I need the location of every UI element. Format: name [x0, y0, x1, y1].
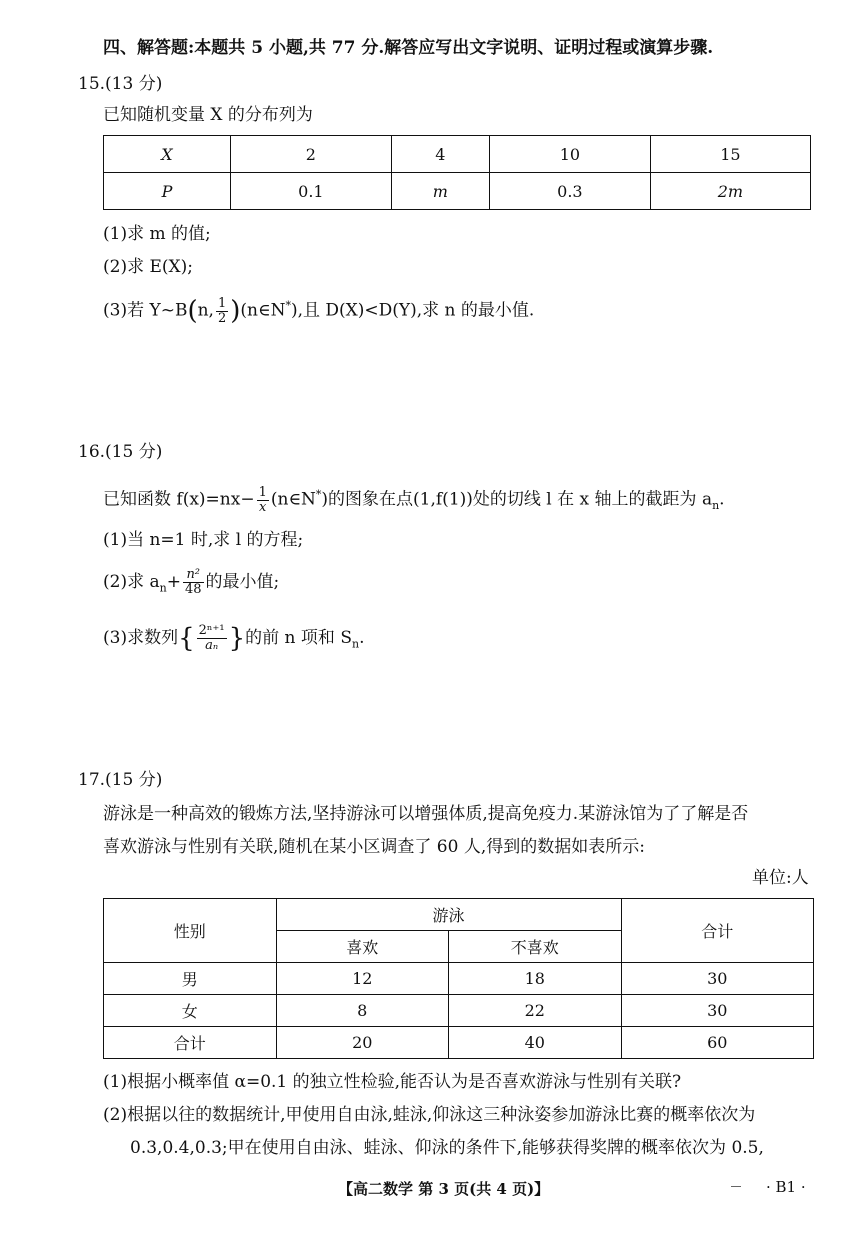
star-superscript: * [285, 299, 291, 312]
q17-cell: 12 [276, 963, 449, 995]
q17-cell: 30 [621, 995, 813, 1027]
q17-part2-line2: 0.3,0.4,0.3;甲在使用自由泳、蛙泳、仰泳的条件下,能够获得奖牌的概率依次为 0.5, [130, 1138, 764, 1158]
q17-contingency-table [103, 898, 814, 1059]
q17-header-swim: 游泳 [276, 899, 621, 931]
q15-row-p [104, 173, 811, 210]
q15-cell: 10 [490, 136, 651, 173]
right-brace: } [228, 623, 246, 654]
q17-header-row [104, 899, 814, 931]
q15-distribution-table [103, 135, 811, 210]
q17-intro-line1: 游泳是一种高效的锻炼方法,坚持游泳可以增强体质,提高免疫力.某游泳馆为了了解是否 [103, 804, 749, 824]
q15-cell: 2m [650, 173, 810, 210]
fraction-numerator: 2ⁿ⁺¹ [198, 623, 225, 638]
subscript: n [351, 637, 360, 651]
plus-sign: + [166, 572, 181, 592]
q15-cell: 2 [231, 136, 392, 173]
q17-cell: 20 [276, 1027, 449, 1059]
q17-header-total: 合计 [621, 899, 813, 963]
q16-part2-fraction [183, 568, 204, 597]
q17-cell: 女 [104, 995, 277, 1027]
q16-part2-text: (2)求 a [103, 572, 160, 592]
q16-intro-text: 已知函数 f(x)=nx− [103, 489, 255, 510]
q15-cell: 4 [391, 136, 489, 173]
fraction-numerator: 1 [217, 295, 227, 311]
footer-dash [731, 1186, 741, 1187]
q17-part2-line1: (2)根据以往的数据统计,甲使用自由泳,蛙泳,仰泳这三种泳姿参加游泳比赛的概率依次为 [103, 1105, 756, 1125]
right-paren: ) [230, 296, 241, 327]
q16-part3-text: 的前 n 项和 S [245, 628, 352, 648]
q17-header-gender: 性别 [104, 899, 277, 963]
section-heading: 四、解答题:本题共 5 小题,共 77 分.解答应写出文字说明、证明过程或演算步骤. [103, 38, 714, 58]
q16-part2 [103, 568, 279, 600]
q15-cell: 0.3 [490, 173, 651, 210]
q15-part1: (1)求 m 的值; [103, 224, 211, 244]
q15-part3-text: (n∈N [240, 300, 286, 321]
q15-part3-n: n, [197, 300, 214, 321]
q17-header-dislike: 不喜欢 [449, 931, 622, 963]
fraction-denominator: 48 [184, 582, 202, 597]
q17-cell: 22 [449, 995, 622, 1027]
q17-cell: 40 [449, 1027, 622, 1059]
q16-intro-text: . [719, 489, 725, 510]
subscript: n [159, 581, 167, 595]
q17-cell: 合计 [104, 1027, 277, 1059]
q16-number: 16.(15 分) [78, 442, 163, 462]
subscript: n [712, 499, 720, 513]
q15-intro: 已知随机变量 X 的分布列为 [103, 105, 313, 125]
q16-part3-fraction [197, 624, 227, 653]
q15-part2: (2)求 E(X); [103, 257, 193, 277]
q17-unit: 单位:人 [752, 868, 809, 888]
fraction-numerator: n² [183, 568, 204, 583]
table-row [104, 963, 814, 995]
fraction-denominator: aₙ [205, 638, 219, 653]
fraction-denominator: 2 [217, 310, 227, 326]
q15-part3 [103, 294, 534, 326]
q15-number: 15.(13 分) [78, 74, 163, 94]
fraction-numerator: 1 [258, 484, 267, 500]
q17-cell: 8 [276, 995, 449, 1027]
q17-cell: 18 [449, 963, 622, 995]
q16-part1: (1)当 n=1 时,求 l 的方程; [103, 530, 304, 550]
left-paren: ( [187, 296, 198, 327]
q16-intro-text: (n∈N [270, 489, 316, 510]
page-footer: 【高二数学 第 3 页(共 4 页)】 [338, 1180, 550, 1198]
q15-cell: m [391, 173, 489, 210]
q17-cell: 男 [104, 963, 277, 995]
footer-code: · B1 · [766, 1178, 806, 1196]
q15-cell: 0.1 [231, 173, 392, 210]
q15-row-x [104, 136, 811, 173]
q15-cell: P [104, 173, 231, 210]
q16-intro-text: )的图象在点(1,f(1))处的切线 l 在 x 轴上的截距为 a [321, 489, 713, 510]
fraction-denominator: x [259, 499, 267, 515]
q17-number: 17.(15 分) [78, 770, 163, 790]
q15-cell: 15 [650, 136, 810, 173]
q17-cell: 30 [621, 963, 813, 995]
left-brace: { [178, 623, 195, 654]
q15-part3-text: (3)若 Y~B [103, 300, 188, 321]
q17-intro-line2: 喜欢游泳与性别有关联,随机在某小区调查了 60 人,得到的数据如表所示: [103, 837, 645, 857]
table-row [104, 1027, 814, 1059]
q16-part3 [103, 624, 364, 656]
q16-fraction [257, 486, 269, 515]
q17-part1: (1)根据小概率值 α=0.1 的独立性检验,能否认为是否喜欢游泳与性别有关联? [103, 1072, 682, 1092]
q16-intro [103, 483, 725, 518]
q15-cell: X [104, 136, 231, 173]
star-superscript: * [315, 488, 322, 501]
q15-fraction [216, 297, 228, 326]
q17-header-like: 喜欢 [276, 931, 449, 963]
table-row [104, 995, 814, 1027]
q15-part3-text: ),且 D(X)<D(Y),求 n 的最小值. [290, 300, 535, 321]
q16-part3-text: (3)求数列 [103, 628, 179, 648]
q16-part3-text: . [359, 628, 365, 648]
q17-cell: 60 [621, 1027, 813, 1059]
q16-part2-text: 的最小值; [205, 572, 280, 592]
